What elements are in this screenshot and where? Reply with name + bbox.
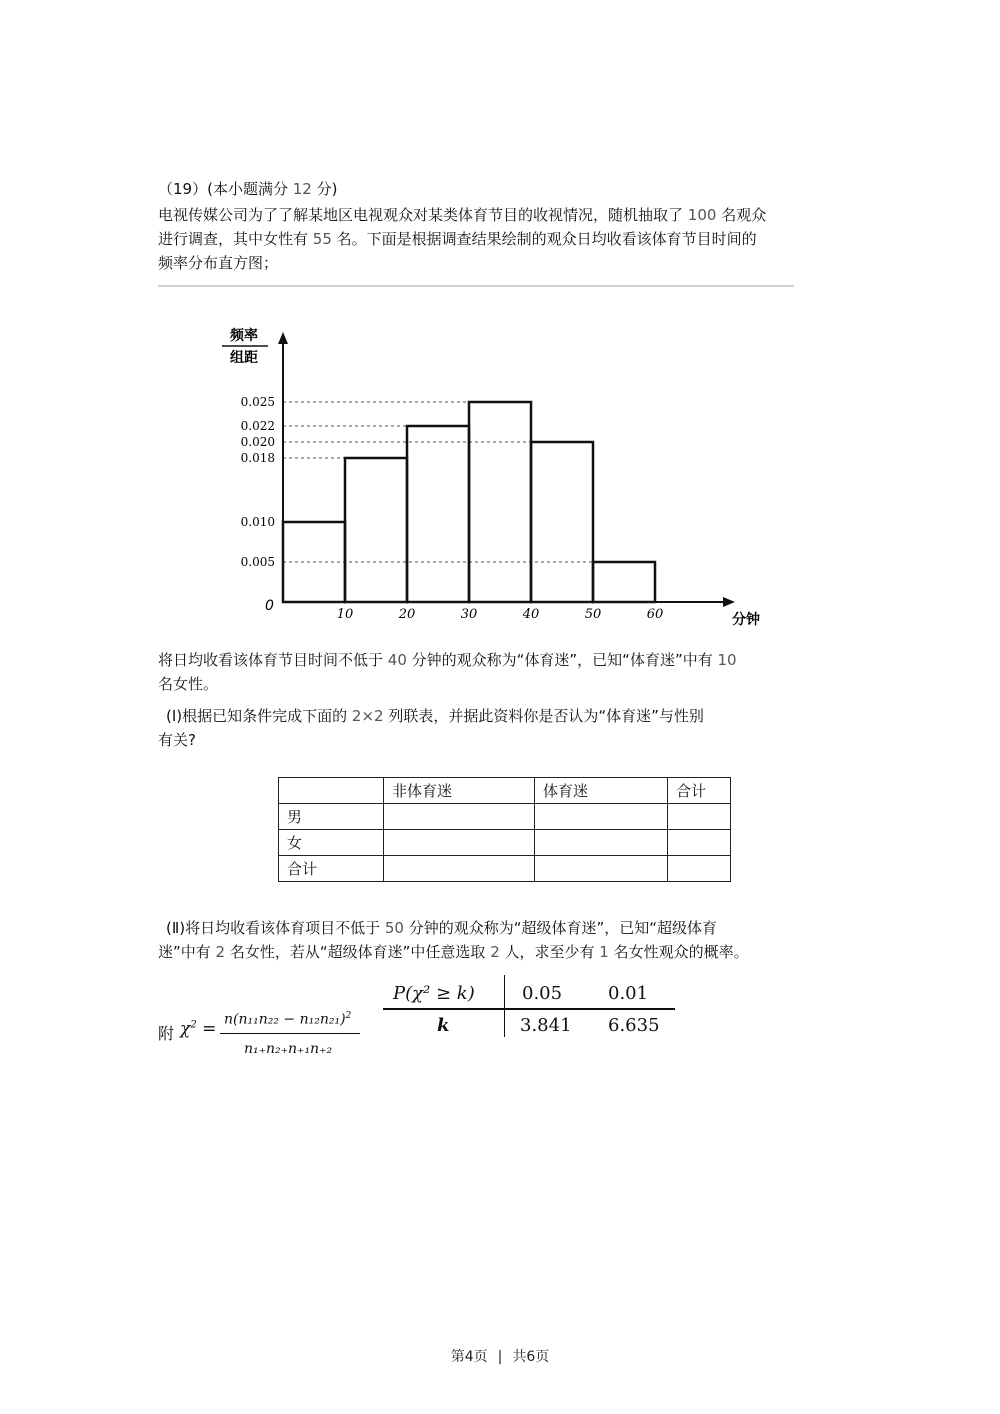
appendix-label: 附 (158, 1024, 175, 1043)
x-tick-label: 50 (584, 607, 602, 622)
definition-line-1: 将日均收看该体育节目时间不低于 40 分钟的观众称为“体育迷”，已知“体育迷”中有 10 (158, 651, 737, 669)
prob-header: P(χ² ≥ k) (393, 983, 475, 1004)
table-row (279, 830, 731, 856)
prob-value: 0.01 (608, 983, 649, 1004)
y-tick-label: 0.020 (240, 435, 275, 449)
header-text-end: 分) (311, 180, 338, 198)
k-value: 3.841 (520, 1015, 572, 1036)
table-cell (535, 856, 668, 882)
table-divider-vertical (504, 975, 505, 1037)
y-label-bottom: 组距 (230, 350, 258, 366)
part-two-question (158, 916, 858, 964)
table-cell (384, 856, 535, 882)
y-tick-label: 0.010 (240, 515, 275, 529)
part-two-line-2: 迷”中有 2 名女性，若从“超级体育迷”中任意选取 2 人，求至少有 1 名女性观众的概率。 (158, 943, 749, 961)
table-cell (668, 830, 731, 856)
page-number: 第4页 (450, 1349, 488, 1365)
table-header-row (279, 778, 731, 804)
intro-line-3: 频率分布直方图； (158, 254, 279, 272)
intro-line-1: 电视传媒公司为了了解某地区电视观众对某类体育节目的收视情况，随机抽取了 100 名观众 (158, 206, 767, 224)
x-tick-label: 20 (398, 607, 416, 622)
y-tick-label: 0.022 (240, 419, 275, 433)
row-label: 女 (279, 830, 384, 856)
y-axis-arrow-icon (278, 332, 288, 344)
intro-line-2: 进行调查，其中女性有 55 名。下面是根据调查结果绘制的观众日均收看该体育节目时间的 (158, 230, 757, 248)
table-header-cell: 非体育迷 (384, 778, 535, 804)
footer-separator: | (497, 1349, 503, 1365)
part-one-line-2: 有关? (158, 731, 196, 749)
y-tick-label: 0.005 (240, 555, 275, 569)
part-one-line-1: (Ⅰ)根据已知条件完成下面的 2×2 列联表，并据此资料你是否认为“体育迷”与性别 (166, 707, 704, 725)
x-axis-label: 分钟 (732, 612, 760, 628)
row-label: 男 (279, 804, 384, 830)
histogram-bar (345, 458, 407, 602)
x-tick-label: 40 (522, 607, 540, 622)
table-header-cell: 体育迷 (535, 778, 668, 804)
x-tick-label: 60 (646, 607, 664, 622)
frequency-histogram (210, 318, 760, 638)
y-tick-label: 0.018 (240, 451, 275, 465)
k-label: k (437, 1015, 450, 1036)
table-row (279, 856, 731, 882)
x-tick-label: 30 (460, 607, 478, 622)
x-axis-arrow-icon (723, 597, 735, 607)
critical-table (383, 975, 675, 1037)
histogram-bar (407, 426, 469, 602)
page-footer (0, 1346, 1000, 1366)
table-cell (535, 804, 668, 830)
chi-square-symbol: $\chi^2$ = (180, 1019, 217, 1039)
part-one-question (158, 704, 858, 752)
histogram-bar (469, 402, 531, 602)
table-cell (668, 804, 731, 830)
table-cell (384, 804, 535, 830)
divider-line (158, 285, 794, 287)
y-tick-label: 0.025 (240, 395, 275, 409)
table-cell (384, 830, 535, 856)
table-row (279, 804, 731, 830)
page-total: 共6页 (512, 1349, 550, 1365)
definition-line-2: 名女性。 (158, 675, 219, 693)
formula-numerator: $n(n_{11}n_{22} - n_{12}n_{21})^2$ (224, 1011, 352, 1028)
problem-header (158, 177, 858, 201)
fraction-bar (220, 1033, 360, 1034)
definition-paragraph (158, 648, 858, 696)
header-text: （19）(本小题满分 (158, 180, 293, 198)
prob-value: 0.05 (522, 983, 563, 1004)
intro-paragraph (158, 203, 858, 275)
table-cell (535, 830, 668, 856)
appendix-formula (158, 975, 678, 1070)
x-tick-label: 10 (336, 607, 354, 622)
score-value: 12 (292, 180, 312, 198)
part-two-line-1: (Ⅱ)将日均收看该体育项目不低于 50 分钟的观众称为“超级体育迷”，已知“超级体育 (166, 919, 718, 937)
table-divider-horizontal (383, 1008, 675, 1010)
k-value: 6.635 (608, 1015, 660, 1036)
formula-denominator: n₁₊n₂₊n₊₁n₊₂ (244, 1041, 333, 1057)
histogram-bar (531, 442, 593, 602)
table-header-cell: 合计 (668, 778, 731, 804)
table-cell (668, 856, 731, 882)
y-label-top: 频率 (230, 328, 258, 344)
table-cell (279, 778, 384, 804)
row-label: 合计 (279, 856, 384, 882)
contingency-table (278, 777, 731, 882)
histogram-bar (593, 562, 655, 602)
origin-label: 0 (265, 598, 274, 614)
